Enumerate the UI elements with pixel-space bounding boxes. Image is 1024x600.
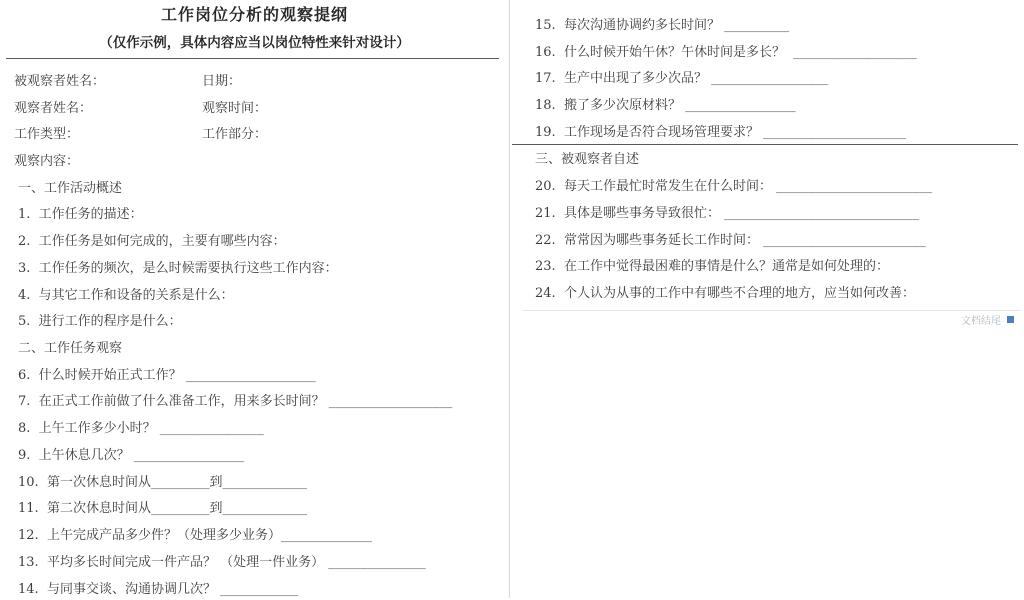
- question-item[interactable]: 6. 什么时候开始正式工作？ ____________________: [18, 367, 316, 383]
- end-of-document-label: 文档结尾: [961, 316, 1001, 327]
- question-item[interactable]: 11. 第二次休息时间从_________到_____________: [18, 501, 307, 517]
- question-item[interactable]: 8. 上午工作多少小时？ ________________: [18, 421, 264, 437]
- end-of-document-rule: [522, 310, 1021, 311]
- question-item[interactable]: 16. 什么时候开始午休？午休时间是多长？ ___________________: [535, 44, 917, 60]
- end-of-document-square-icon: [1007, 316, 1014, 323]
- question-item[interactable]: 18. 搬了多少次原材料？ _________________: [535, 98, 796, 114]
- field-row[interactable]: [14, 146, 509, 173]
- question-item[interactable]: 14. 与同事交谈、沟通协调几次？ ____________: [18, 581, 299, 597]
- header-divider-rule: [6, 58, 499, 59]
- field-row[interactable]: [14, 66, 509, 93]
- question-item[interactable]: 7. 在正式工作前做了什么准备工作，用来多长时间？ ___________________: [18, 394, 453, 410]
- field-row[interactable]: [14, 119, 509, 146]
- end-of-document-marker: [961, 312, 1014, 327]
- question-item[interactable]: 22. 常常因为哪些事务延长工作时间： _________________________: [535, 232, 926, 248]
- question-item[interactable]: 1. 工作任务的描述：: [18, 207, 143, 223]
- question-item[interactable]: 4. 与其它工作和设备的关系是什么：: [18, 287, 234, 303]
- question-item[interactable]: 10. 第一次休息时间从_________到_____________: [18, 474, 307, 490]
- field-label-right: 工作部分：: [202, 127, 268, 143]
- document-page-right: [510, 0, 1024, 598]
- document-title: 工作岗位分析的观察提纲: [160, 5, 348, 24]
- document-page-left: [0, 0, 509, 598]
- section-heading: 一、工作活动概述: [18, 180, 123, 196]
- section-heading: 二、工作任务观察: [18, 341, 123, 357]
- field-label-right: 日期：: [202, 73, 242, 89]
- question-item[interactable]: 5. 进行工作的程序是什么：: [18, 314, 182, 330]
- question-item[interactable]: 20. 每天工作最忙时常发生在什么时间： ________________________: [535, 179, 933, 195]
- question-item[interactable]: 24. 个人认为从事的工作中有哪些不合理的地方，应当如何改善：: [535, 286, 915, 302]
- question-item[interactable]: 19. 工作现场是否符合现场管理要求？ ______________________: [535, 124, 907, 140]
- right-page-rows: [510, 10, 1024, 305]
- question-item[interactable]: 9. 上午休息几次？ _________________: [18, 447, 245, 463]
- field-label-left: 工作类型：: [14, 127, 80, 143]
- field-label-left: 被观察者姓名：: [14, 73, 106, 89]
- question-item[interactable]: 3. 工作任务的频次，是么时候需要执行这些工作内容：: [18, 260, 338, 276]
- field-row[interactable]: [14, 93, 509, 120]
- question-item[interactable]: 12. 上午完成产品多少件？（处理多少业务）______________: [18, 528, 372, 544]
- field-label-right: 观察时间：: [202, 100, 268, 116]
- document-header: [0, 0, 509, 59]
- left-page-rows: [0, 66, 509, 600]
- question-item[interactable]: 15. 每次沟通协调约多长时间？ __________: [535, 17, 790, 33]
- question-item[interactable]: 13. 平均多长时间完成一件产品？ （处理一件业务） _______________: [18, 554, 426, 570]
- question-item[interactable]: 17. 生产中出现了多少次品？ __________________: [535, 71, 829, 87]
- field-label-left: 观察者姓名：: [14, 100, 93, 116]
- question-item[interactable]: 21. 具体是哪些事务导致很忙： ______________________________: [535, 205, 920, 221]
- section-heading: 三、被观察者自述: [535, 152, 640, 168]
- document-subtitle: （仅作示例，具体内容应当以岗位特性来针对设计）: [99, 35, 410, 51]
- question-item[interactable]: 2. 工作任务是如何完成的，主要有哪些内容：: [18, 234, 286, 250]
- question-item[interactable]: 23. 在工作中觉得最困难的事情是什么？通常是如何处理的：: [535, 259, 889, 275]
- field-label-left: 观察内容：: [14, 154, 80, 170]
